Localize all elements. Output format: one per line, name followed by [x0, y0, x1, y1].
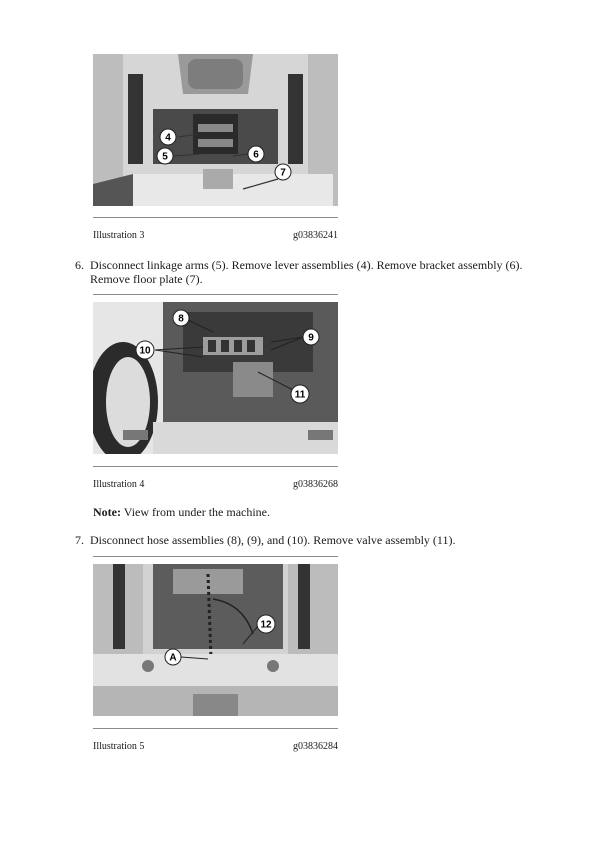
step-7-text: Disconnect hose assemblies (8), (9), and (10). Remove valve assembly (11).: [90, 533, 456, 547]
step-7-number: 7.: [75, 533, 84, 547]
step-7: [75, 533, 545, 547]
step-6-number: 6.: [75, 258, 84, 272]
illustration-3-label: Illustration 3: [93, 230, 145, 241]
illustration-3-rule: [93, 217, 338, 218]
callout-9: 9: [308, 332, 314, 344]
illustration-4-rule: [93, 466, 338, 467]
callout-8: 8: [178, 313, 184, 325]
callout-11: 11: [294, 389, 306, 401]
illustration-4-label: Illustration 4: [93, 479, 145, 490]
illustration-3-image: [93, 54, 338, 206]
note-label: Note:: [93, 505, 121, 519]
note-text: View from under the machine.: [123, 505, 271, 519]
illustration-4-top-rule: [93, 294, 338, 295]
illustration-5-label: Illustration 5: [93, 741, 145, 752]
callout-4: 4: [165, 132, 171, 144]
illustration-4-image: [93, 302, 338, 454]
note: [93, 505, 533, 520]
illustration-5-image: [93, 564, 338, 716]
callout-7: 7: [280, 167, 286, 179]
illustration-5-code: g03836284: [293, 741, 338, 752]
callout-a: A: [169, 652, 177, 664]
callout-5: 5: [162, 151, 168, 163]
callout-12: 12: [260, 619, 272, 631]
illustration-3-code: g03836241: [293, 230, 338, 241]
illustration-5-rule: [93, 728, 338, 729]
callout-6: 6: [253, 149, 259, 161]
step-6-text: Disconnect linkage arms (5). Remove lever assemblies (4). Remove bracket assembly (6). Remove floor plate (7).: [90, 258, 523, 286]
illustration-4-code: g03836268: [293, 479, 338, 490]
step-6: [75, 258, 545, 286]
illustration-5-top-rule: [93, 556, 338, 557]
callout-10: 10: [139, 345, 151, 357]
